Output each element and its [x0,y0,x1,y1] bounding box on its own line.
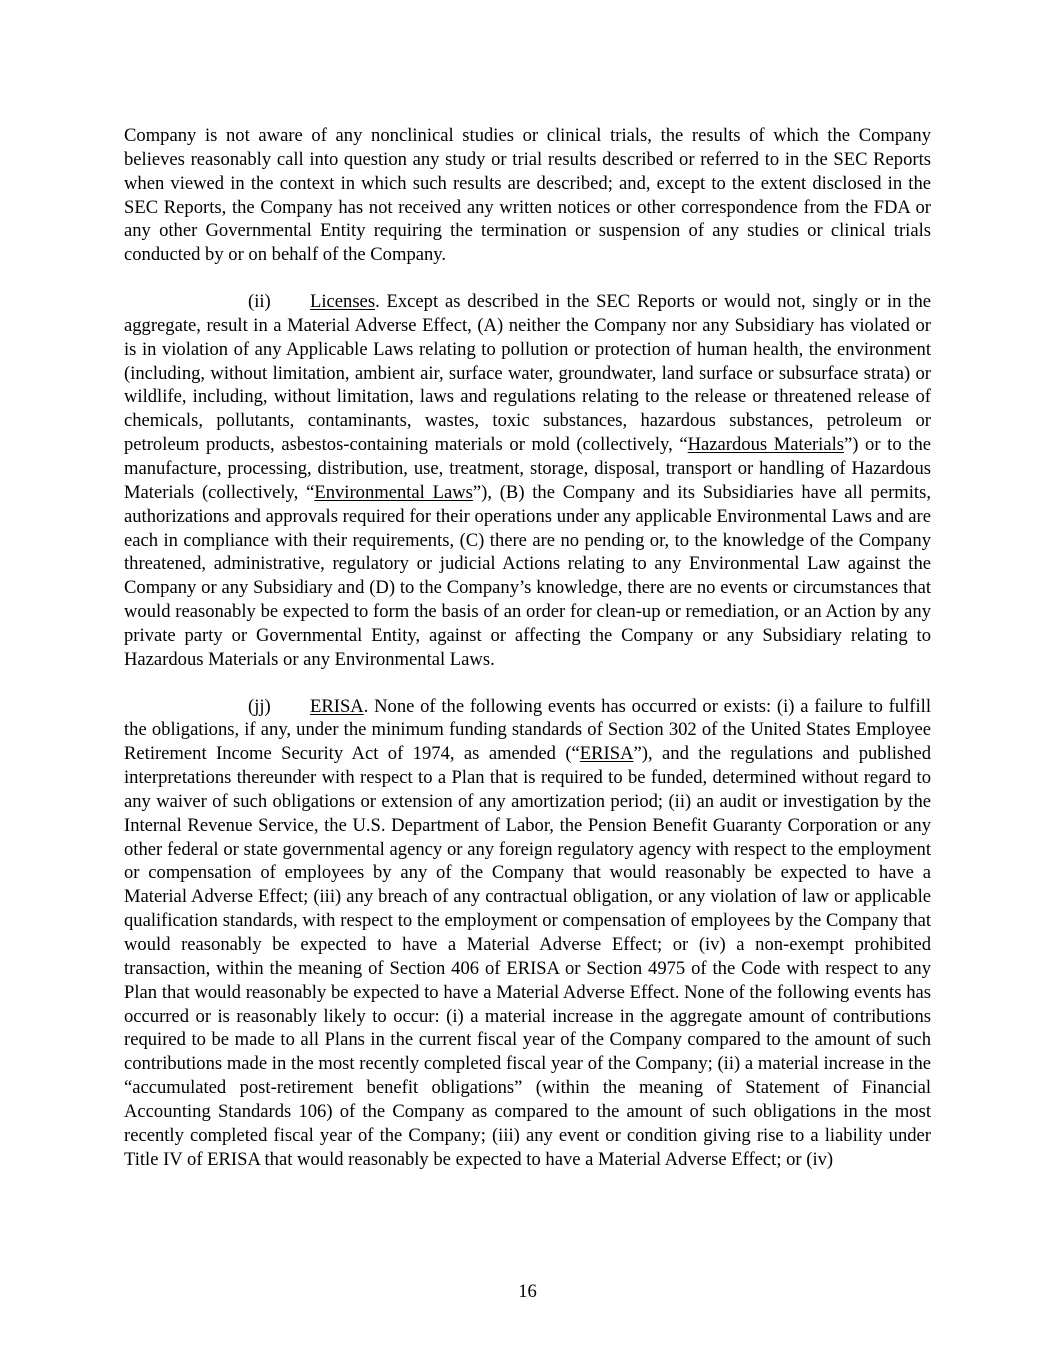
paragraph-text: ”) or to the manufacture, processing, distribution, use, treatment, storage, disposal, transport or handling of Hazardous Materials (collectively, “ [124,434,931,503]
paragraph-text: Company is not aware of any nonclinical studies or clinical trials, the results of which the Company believes reasonably call into question any study or trial results described or referred to in the SEC Reports when viewed in the context in which such results are described; and, except to the extent disclosed in the SEC Reports, the Company has not received any written notices or other correspondence from the FDA or any other Governmental Entity requiring the termination or suspension of any studies or clinical trials conducted by or on behalf of the Company. [124,125,931,266]
defined-term: Environmental Laws [314,481,473,503]
paragraph-text: ”), and the regulations and published interpretations thereunder with respect to a Plan that is required to be funded, determined without regard to any waiver of such obligations or extension of any amortization period; (ii) an audit or investigation by the Internal Revenue Service, the U.S. Department of Labor, the Pension Benefit Guaranty Corporation or any other federal or state governmental agency or any foreign regulatory agency with respect to the employment or compensation of employees by any of the Company that would reasonably be expected to have a Material Adverse Effect; (iii) any breach of any contractual obligation, or any violation of law or applicable qualification standards, with respect to the employment or compensation of employees by the Company that would reasonably be expected to have a Material Adverse Effect; or (iv) a non-exempt prohibited transaction, within the meaning of Section 406 of ERISA or Section 4975 of the Code with respect to any Plan that would reasonably be expected to have a Material Adverse Effect. None of the following events has occurred or is reasonably likely to occur: (i) a material increase in the aggregate amount of contributions required to be made to all Plans in the current fiscal year of the Company compared to the amount of such contributions made in the most recently completed fiscal year of the Company; (ii) a material increase in the “accumulated post-retirement benefit obligations” (within the meaning of Statement of Financial Accounting Standards 106) of the Company as compared to the amount of such obligations in the most recently completed fiscal year of the Company; (iii) any event or condition giving rise to a liability under Title IV of ERISA that would reasonably be expected to have a Material Adverse Effect; or (iv) [124,743,931,1170]
paragraph-spacer [124,267,931,290]
paragraph-text: ”), (B) the Company and its Subsidiaries have all permits, authorizations and approvals required for their operations under any applicable Environmental Laws and are each in compliance with their requirements, (C) there are no pending or, to the knowledge of the Company threatened, administrative, regulatory or judicial Actions relating to any Environmental Law against the Company or any Subsidiary and (D) to the Company’s knowledge, there are no events or circumstances that would reasonably be expected to form the basis of an order for clean-up or remediation, or an Action by any private party or Governmental Entity, against or affecting the Company or any Subsidiary relating to Hazardous Materials or any Environmental Laws. [124,481,931,670]
section-number: (ii) [248,291,271,313]
paragraph-erisa [124,695,931,1172]
section-heading: Licenses [310,291,376,313]
defined-term: ERISA [579,743,634,765]
page-number: 16 [518,1281,537,1302]
section-heading: ERISA [310,695,364,717]
paragraph-spacer [124,672,931,695]
paragraph-licenses [124,290,931,672]
paragraph-text: . Except as described in the SEC Reports or would not, singly or in the aggregate, result in a Material Adverse Effect, (A) neither the Company nor any Subsidiary has violated or is in violation of any Applicable Laws relating to pollution or protection of human health, the environment (including, without limitation, ambient air, surface water, groundwater, land surface or subsurface strata) or wildlife, including, without limitation, laws and regulations relating to the release or threatened release of chemicals, pollutants, contaminants, wastes, toxic substances, hazardous substances, petroleum or petroleum products, asbestos-containing materials or mold (collectively, “ [124,291,931,456]
document-page-body [124,124,931,1171]
paragraph-continuation [124,124,931,267]
defined-term: Hazardous Materials [687,434,844,456]
paragraph-text: . None of the following events has occurred or exists: (i) a failure to fulfill the obligations, if any, under the minimum funding standards of Section 302 of the United States Employee Retirement Income Security Act of 1974, as amended (“ [124,695,931,765]
section-number: (jj) [248,695,271,717]
